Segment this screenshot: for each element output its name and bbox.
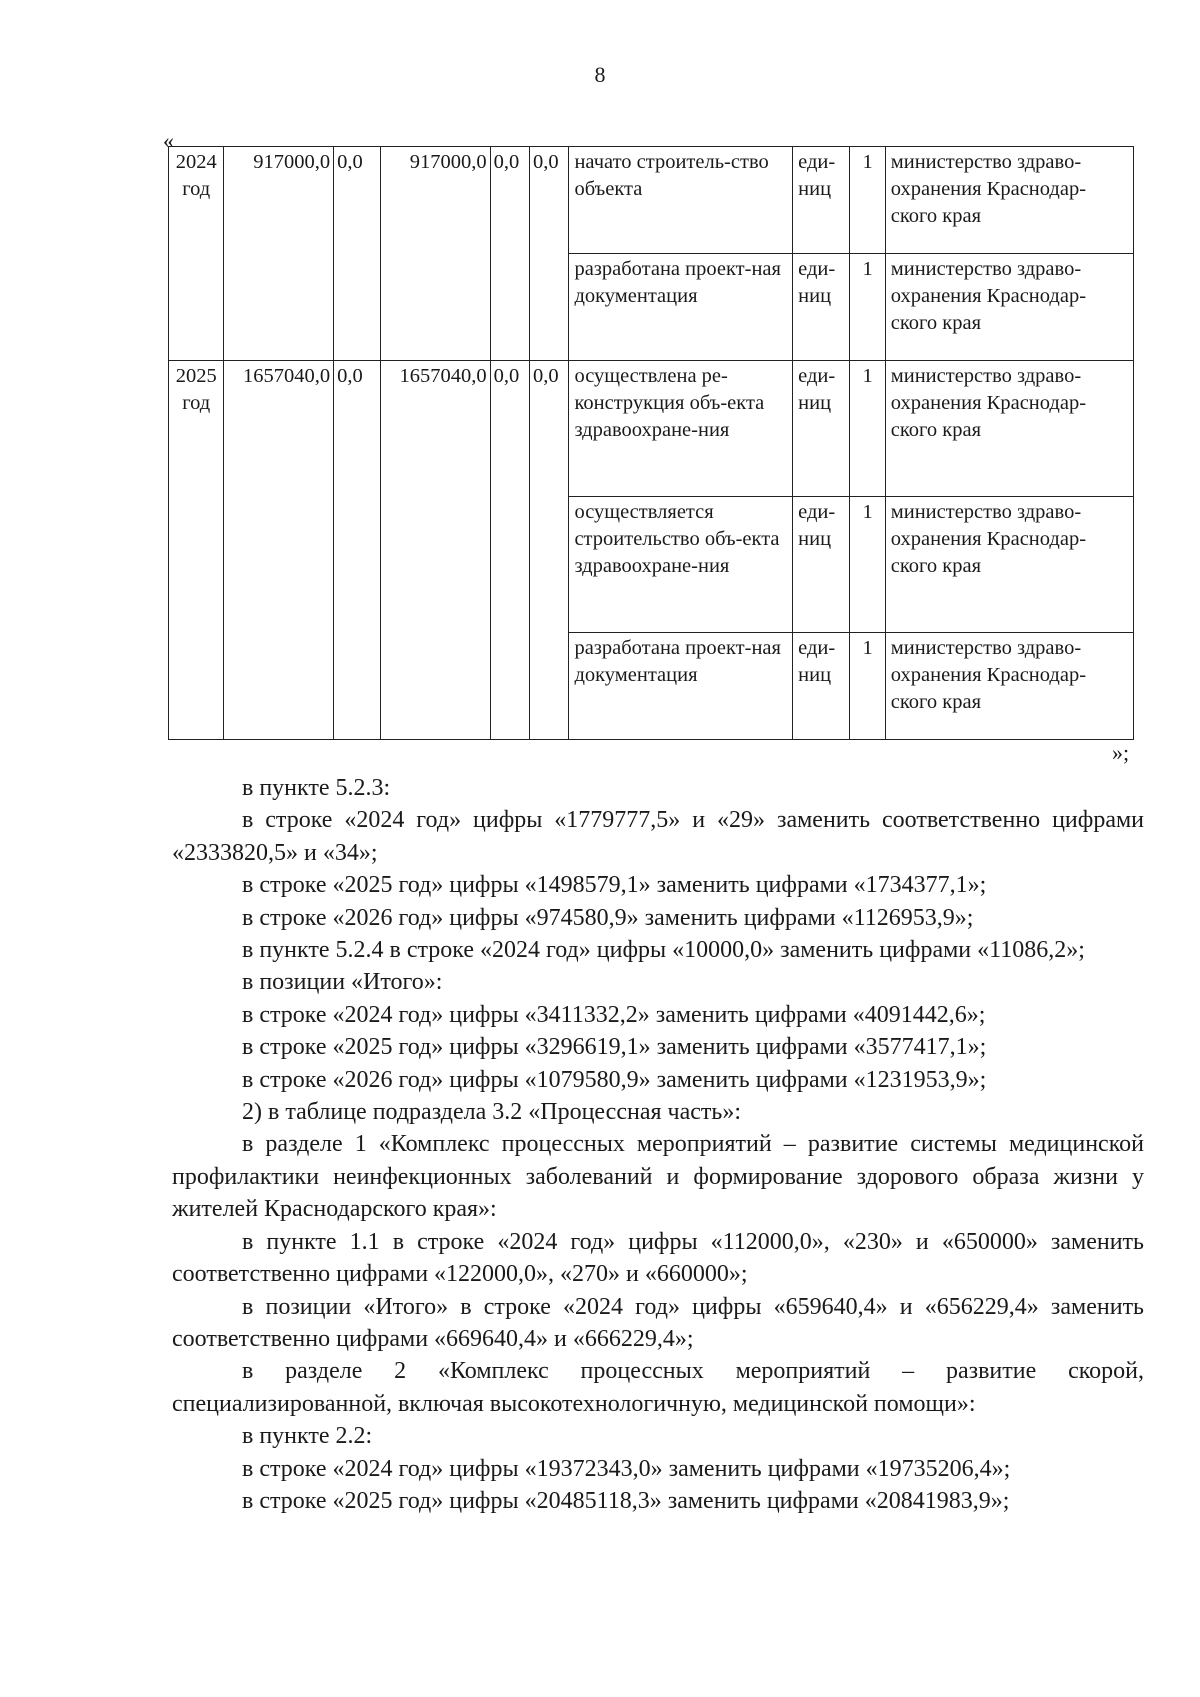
result-cell: разработана проект-ная документация <box>569 633 793 740</box>
unit-cell: еди-ниц <box>793 497 849 633</box>
federal-budget-cell: 0,0 <box>334 147 381 361</box>
paragraph: в строке «2024 год» цифры «3411332,2» заменить цифрами «4091442,6»; <box>242 1001 986 1028</box>
paragraph: в пункте 5.2.4 в строке «2024 год» цифры «10000,0» заменить цифрами «11086,2»; <box>242 937 1085 964</box>
unit-cell: еди-ниц <box>793 254 849 361</box>
paragraph: в пункте 1.1 в строке «2024 год» цифры «112000,0», «230» и «650000» заменить соответственно цифрами «122000,0», «270» и «660000»; <box>172 1228 1144 1288</box>
page-number: 8 <box>594 62 606 87</box>
executor-cell: министерство здраво-охранения Краснодар-ского края <box>885 254 1133 361</box>
paragraph: в разделе 1 «Комплекс процессных мероприятий – развитие системы медицинской профилактики неинфекционных заболеваний и формирование здорового образа жизни у жителей Краснодарского края»: <box>172 1131 1144 1223</box>
value-cell: 1 <box>849 633 885 740</box>
table-close-quote: »; <box>1112 740 1130 765</box>
local-budget-cell: 0,0 <box>490 147 529 361</box>
paragraph: в строке «2024 год» цифры «1779777,5» и «29» заменить соответственно цифрами «2333820,5» и «34»; <box>172 807 1144 866</box>
paragraph: в строке «2026 год» цифры «974580,9» заменить цифрами «1126953,9»; <box>242 904 974 931</box>
paragraph: в позиции «Итого»: <box>242 969 443 996</box>
program-table <box>168 146 1134 740</box>
table-open-quote: « <box>163 128 174 153</box>
paragraph: в строке «2026 год» цифры «1079580,9» заменить цифрами «1231953,9»; <box>242 1066 987 1093</box>
paragraph: в пункте 5.2.3: <box>242 775 391 801</box>
result-cell: разработана проект-ная документация <box>569 254 793 361</box>
paragraph: в строке «2025 год» цифры «1498579,1» заменить цифрами «1734377,1»; <box>242 872 987 899</box>
paragraph: 2) в таблице подраздела 3.2 «Процессная часть»: <box>242 1099 741 1126</box>
paragraph: в позиции «Итого» в строке «2024 год» цифры «659640,4» и «656229,4» заменить соответственно цифрами «669640,4» и «666229,4»; <box>172 1293 1144 1352</box>
unit-cell: еди-ниц <box>793 633 849 740</box>
year-cell: 2025 год <box>169 361 224 740</box>
result-cell: осуществляется строительство объ-екта здравоохране-ния <box>569 497 793 633</box>
regional-budget-cell: 1657040,0 <box>380 361 490 740</box>
local-budget-cell: 0,0 <box>490 361 529 740</box>
federal-budget-cell: 0,0 <box>334 361 381 740</box>
result-cell: осуществлена ре-конструкция объ-екта здравоохране-ния <box>569 361 793 497</box>
total-cell: 1657040,0 <box>224 361 334 740</box>
value-cell: 1 <box>849 497 885 633</box>
paragraph: в строке «2024 год» цифры «19372343,0» заменить цифрами «19735206,4»; <box>242 1455 1011 1482</box>
result-cell: начато строитель-ство объекта <box>569 147 793 254</box>
table-row <box>169 361 1134 497</box>
table-row <box>169 147 1134 254</box>
unit-cell: еди-ниц <box>793 147 849 254</box>
executor-cell: министерство здраво-охранения Краснодар-ского края <box>885 361 1133 497</box>
paragraph: в разделе 2 «Комплекс процессных мероприятий – развитие скорой, специализированной, включая высокотехнологичную, медицинской помощи»: <box>172 1358 1144 1417</box>
paragraph: в пункте 2.2: <box>242 1423 373 1450</box>
executor-cell: министерство здраво-охранения Краснодар-ского края <box>885 633 1133 740</box>
executor-cell: министерство здраво-охранения Краснодар-ского края <box>885 497 1133 633</box>
value-cell: 1 <box>849 254 885 361</box>
unit-cell: еди-ниц <box>793 361 849 497</box>
value-cell: 1 <box>849 147 885 254</box>
total-cell: 917000,0 <box>224 147 334 361</box>
other-sources-cell: 0,0 <box>530 147 569 361</box>
regional-budget-cell: 917000,0 <box>380 147 490 361</box>
other-sources-cell: 0,0 <box>530 361 569 740</box>
paragraph: в строке «2025 год» цифры «20485118,3» заменить цифрами «20841983,9»; <box>242 1487 1010 1514</box>
amendments-text <box>172 772 1144 1517</box>
value-cell: 1 <box>849 361 885 497</box>
year-cell: 2024 год <box>169 147 224 361</box>
paragraph: в строке «2025 год» цифры «3296619,1» заменить цифрами «3577417,1»; <box>242 1034 987 1061</box>
executor-cell: министерство здраво-охранения Краснодар-ского края <box>885 147 1133 254</box>
